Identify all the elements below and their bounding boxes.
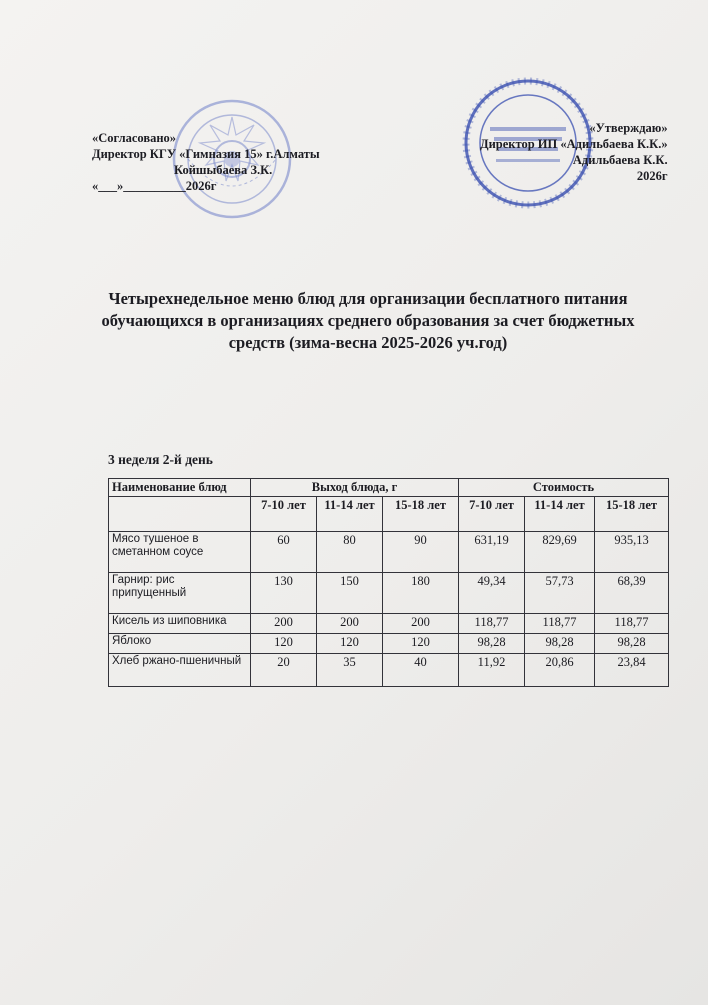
approval-left-line1: «Согласовано»: [92, 131, 177, 145]
table-cell: 98,28: [595, 634, 669, 654]
header-age: 7-10 лет: [459, 497, 525, 532]
table-cell: 98,28: [459, 634, 525, 654]
table-cell: 11,92: [459, 654, 525, 687]
header-output: Выход блюда, г: [251, 479, 459, 497]
table-cell: 200: [251, 614, 317, 634]
table-cell: 118,77: [525, 614, 595, 634]
approval-block-left: [92, 130, 320, 194]
table-cell: 35: [317, 654, 383, 687]
table-cell: 130: [251, 573, 317, 614]
header-age: 11-14 лет: [525, 497, 595, 532]
table-row: [109, 634, 669, 654]
table-cell: 68,39: [595, 573, 669, 614]
table-cell: 40: [383, 654, 459, 687]
table-row: [109, 654, 669, 687]
table-row: [109, 614, 669, 634]
table-cell: 631,19: [459, 532, 525, 573]
table-cell: 20,86: [525, 654, 595, 687]
dish-name: Яблоко: [109, 634, 251, 654]
table-cell: 57,73: [525, 573, 595, 614]
menu-table: [108, 478, 669, 687]
table-cell: 98,28: [525, 634, 595, 654]
document-title: Четырехнедельное меню блюд для организации бесплатного питания обучающихся в организациях среднего образования за счет бюджетных средств (зима-весна 2025-2026 уч.год): [101, 289, 635, 352]
table-cell: 90: [383, 532, 459, 573]
approval-right-line1: «Утверждаю»: [589, 121, 668, 135]
header-dish-name: Наименование блюд: [109, 479, 251, 497]
dish-name: Мясо тушеное в сметанном соусе: [109, 532, 251, 573]
approval-left-line2: Директор КГУ «Гимназия 15» г.Алматы: [92, 147, 320, 161]
table-cell: 49,34: [459, 573, 525, 614]
approval-right-line4: 2026г: [636, 169, 668, 183]
dish-name: Кисель из шиповника: [109, 614, 251, 634]
table-cell: 118,77: [595, 614, 669, 634]
approval-right-line3: Адильбаева К.К.: [572, 153, 668, 167]
table-cell: 120: [251, 634, 317, 654]
table-cell: 180: [383, 573, 459, 614]
header-empty-cell: [109, 497, 251, 532]
header-age: 15-18 лет: [383, 497, 459, 532]
approval-block-right: [480, 120, 668, 184]
table-row: [109, 532, 669, 573]
header-age: 7-10 лет: [251, 497, 317, 532]
table-cell: 120: [317, 634, 383, 654]
dish-name: Гарнир: рис припущенный: [109, 573, 251, 614]
dish-name: Хлеб ржано-пшеничный: [109, 654, 251, 687]
table-row: [109, 573, 669, 614]
table-cell: 118,77: [459, 614, 525, 634]
approval-right-line2: Директор ИП «Адильбаева К.К.»: [480, 137, 668, 151]
header-age: 11-14 лет: [317, 497, 383, 532]
table-cell: 80: [317, 532, 383, 573]
table-cell: 935,13: [595, 532, 669, 573]
header-age: 15-18 лет: [595, 497, 669, 532]
approval-left-line4: «___»__________2026г: [92, 179, 217, 193]
table-cell: 23,84: [595, 654, 669, 687]
table-cell: 20: [251, 654, 317, 687]
table-cell: 60: [251, 532, 317, 573]
table-cell: 829,69: [525, 532, 595, 573]
table-cell: 150: [317, 573, 383, 614]
table-cell: 120: [383, 634, 459, 654]
approval-left-line3: Койшыбаева З.К.: [174, 163, 273, 177]
header-cost: Стоимость: [459, 479, 669, 497]
week-day-subtitle: 3 неделя 2-й день: [108, 452, 213, 467]
table-cell: 200: [317, 614, 383, 634]
table-cell: 200: [383, 614, 459, 634]
